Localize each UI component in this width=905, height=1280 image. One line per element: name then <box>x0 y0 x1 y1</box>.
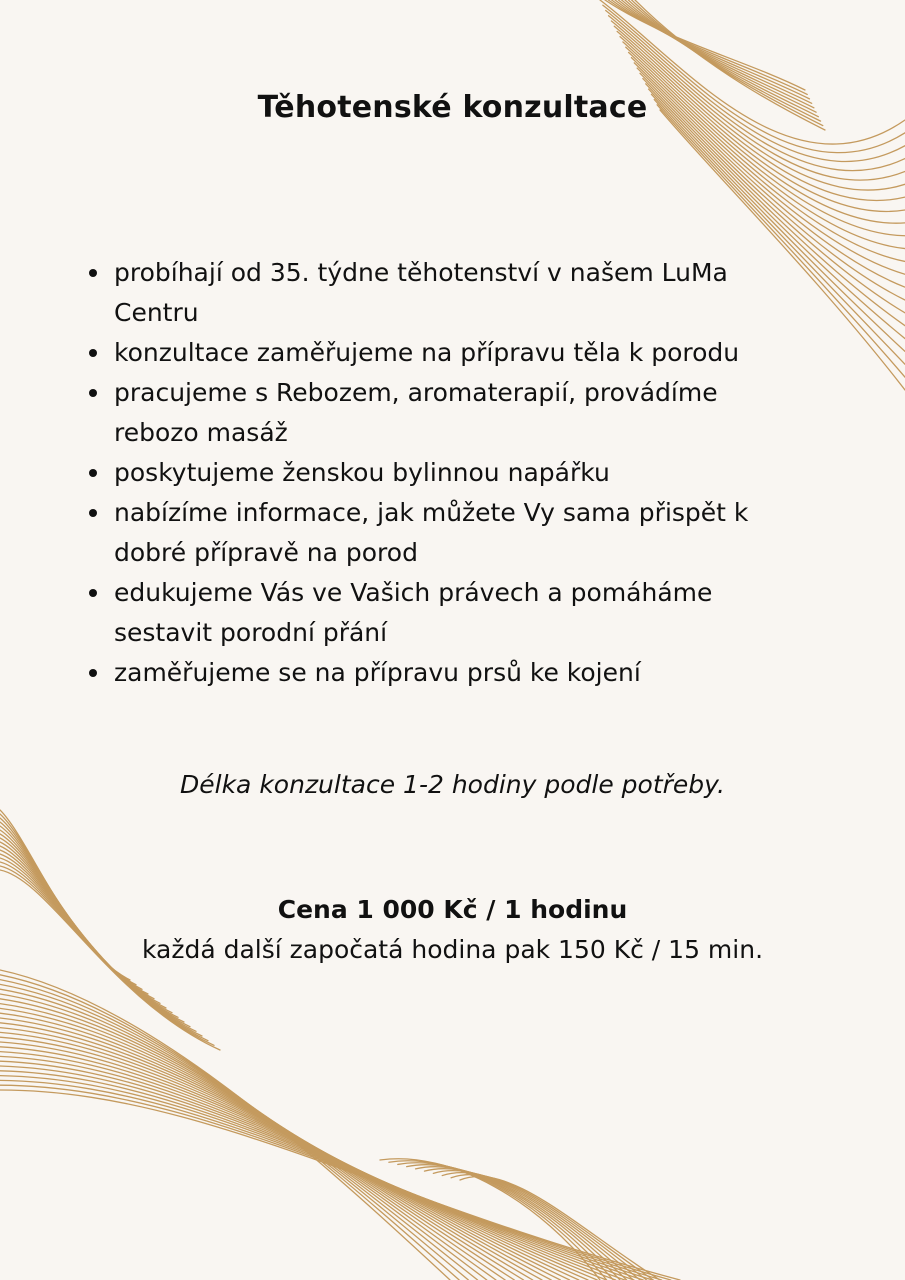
list-item: poskytujeme ženskou bylinnou napářku <box>114 453 804 493</box>
price-extra: každá další započatá hodina pak 150 Kč / 15 min. <box>141 935 764 964</box>
price-main: Cena 1 000 Kč / 1 hodinu <box>277 895 628 924</box>
list-item: pracujeme s Rebozem, aromaterapií, provádíme rebozo masáž <box>114 373 804 453</box>
duration-note: Délka konzultace 1-2 hodiny podle potřeby. <box>180 770 725 799</box>
list-item: probíhají od 35. týdne těhotenství v našem LuMa Centru <box>114 253 804 333</box>
decorative-lines-bottom <box>0 960 700 1280</box>
service-list <box>114 253 804 693</box>
page-title: Těhotenské konzultace <box>257 90 648 125</box>
list-item: nabízíme informace, jak můžete Vy sama přispět k dobré přípravě na porod <box>114 493 804 573</box>
list-item: edukujeme Vás ve Vašich právech a pomáháme sestavit porodní přání <box>114 573 804 653</box>
list-item: zaměřujeme se na přípravu prsů ke kojení <box>114 653 804 693</box>
list-item: konzultace zaměřujeme na přípravu těla k porodu <box>114 333 804 373</box>
